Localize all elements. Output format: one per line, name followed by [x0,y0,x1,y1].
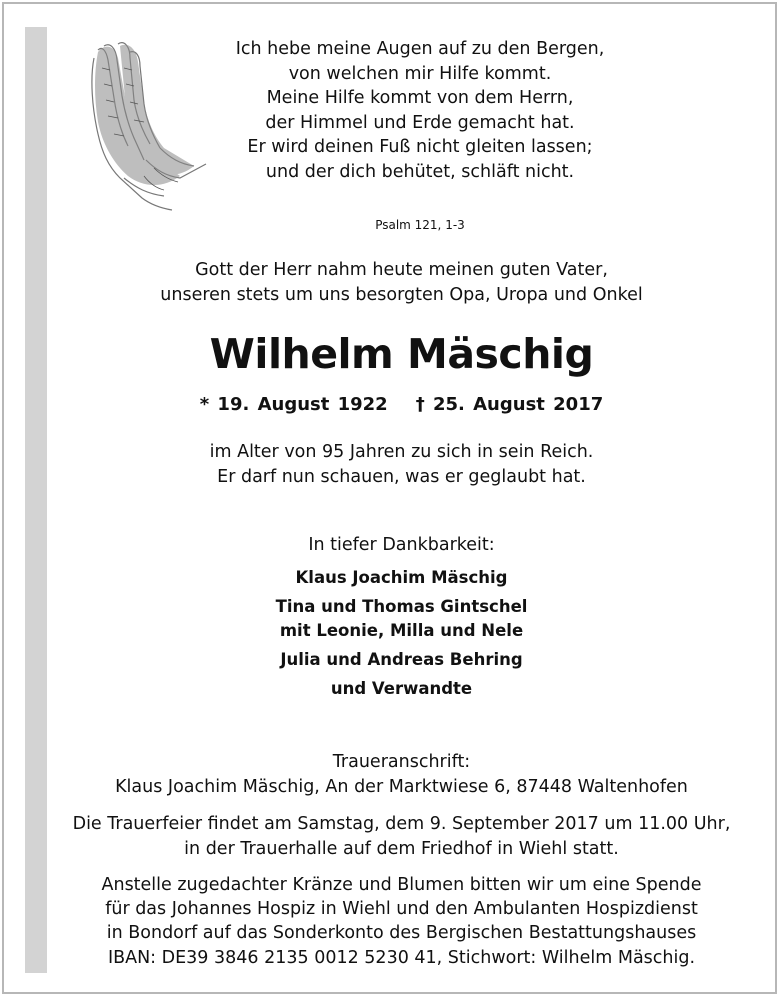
intro-line: unseren stets um uns besorgten Opa, Uropa und Onkel [160,285,643,305]
family-entry [10,648,783,672]
service-line: in der Trauerhalle auf dem Friedhof in Wiehl statt. [184,838,619,859]
age-text [10,440,783,490]
family-list [10,566,783,706]
family-line: und Verwandte [330,679,473,698]
intro-text [10,258,783,308]
birth-date: * 19. August 1922 [199,394,388,415]
family-entry [10,566,783,590]
psalm-line: der Himmel und Erde gemacht hat. [265,112,575,133]
donation-line: für das Johannes Hospiz in Wiehl und den Ambulanten Hospizdienst [105,899,698,920]
psalm-line: Meine Hilfe kommt von dem Herrn, [266,88,574,109]
life-dates [10,394,783,415]
address-line: Klaus Joachim Mäschig, An der Marktwiese 6, 87448 Waltenhofen [115,776,688,797]
donation-notice [10,873,783,970]
family-entry [10,677,783,701]
age-line: im Alter von 95 Jahren zu sich in sein Reich. [209,442,594,462]
donation-line: Anstelle zugedachter Kränze und Blumen bitten wir um eine Spende [101,875,702,895]
mourning-address [10,750,783,799]
family-line: Julia und Andreas Behring [280,650,523,669]
death-date: † 25. August 2017 [415,394,604,415]
donation-line: in Bondorf auf das Sonderkonto des Bergischen Bestattungshauses [106,923,697,944]
age-line: Er darf nun schauen, was er geglaubt hat. [217,467,586,487]
psalm-reference: Psalm 121, 1-3 [375,218,465,232]
intro-line: Gott der Herr nahm heute meinen guten Vater, [195,260,608,280]
service-line: Die Trauerfeier findet am Samstag, dem 9. September 2017 um 11.00 Uhr, [72,814,731,834]
psalm-verse [180,37,660,185]
family-line: mit Leonie, Milla und Nele [279,621,524,640]
deceased-name: Wilhelm Mäschig [209,330,594,378]
donation-line: IBAN: DE39 3846 2135 0012 5230 41, Stichwort: Wilhelm Mäschig. [107,947,696,968]
address-line: Traueranschrift: [332,752,471,772]
psalm-line: Ich hebe meine Augen auf zu den Bergen, [235,39,605,59]
thanks-heading: In tiefer Dankbarkeit: [308,535,495,555]
funeral-service [10,812,783,861]
family-line: Tina und Thomas Gintschel [275,597,528,616]
family-line: Klaus Joachim Mäschig [295,568,508,587]
psalm-line: von welchen mir Hilfe kommt. [288,63,552,84]
family-entry [10,595,783,643]
psalm-line: und der dich behütet, schläft nicht. [265,161,575,182]
psalm-line: Er wird deinen Fuß nicht gleiten lassen; [247,137,593,158]
